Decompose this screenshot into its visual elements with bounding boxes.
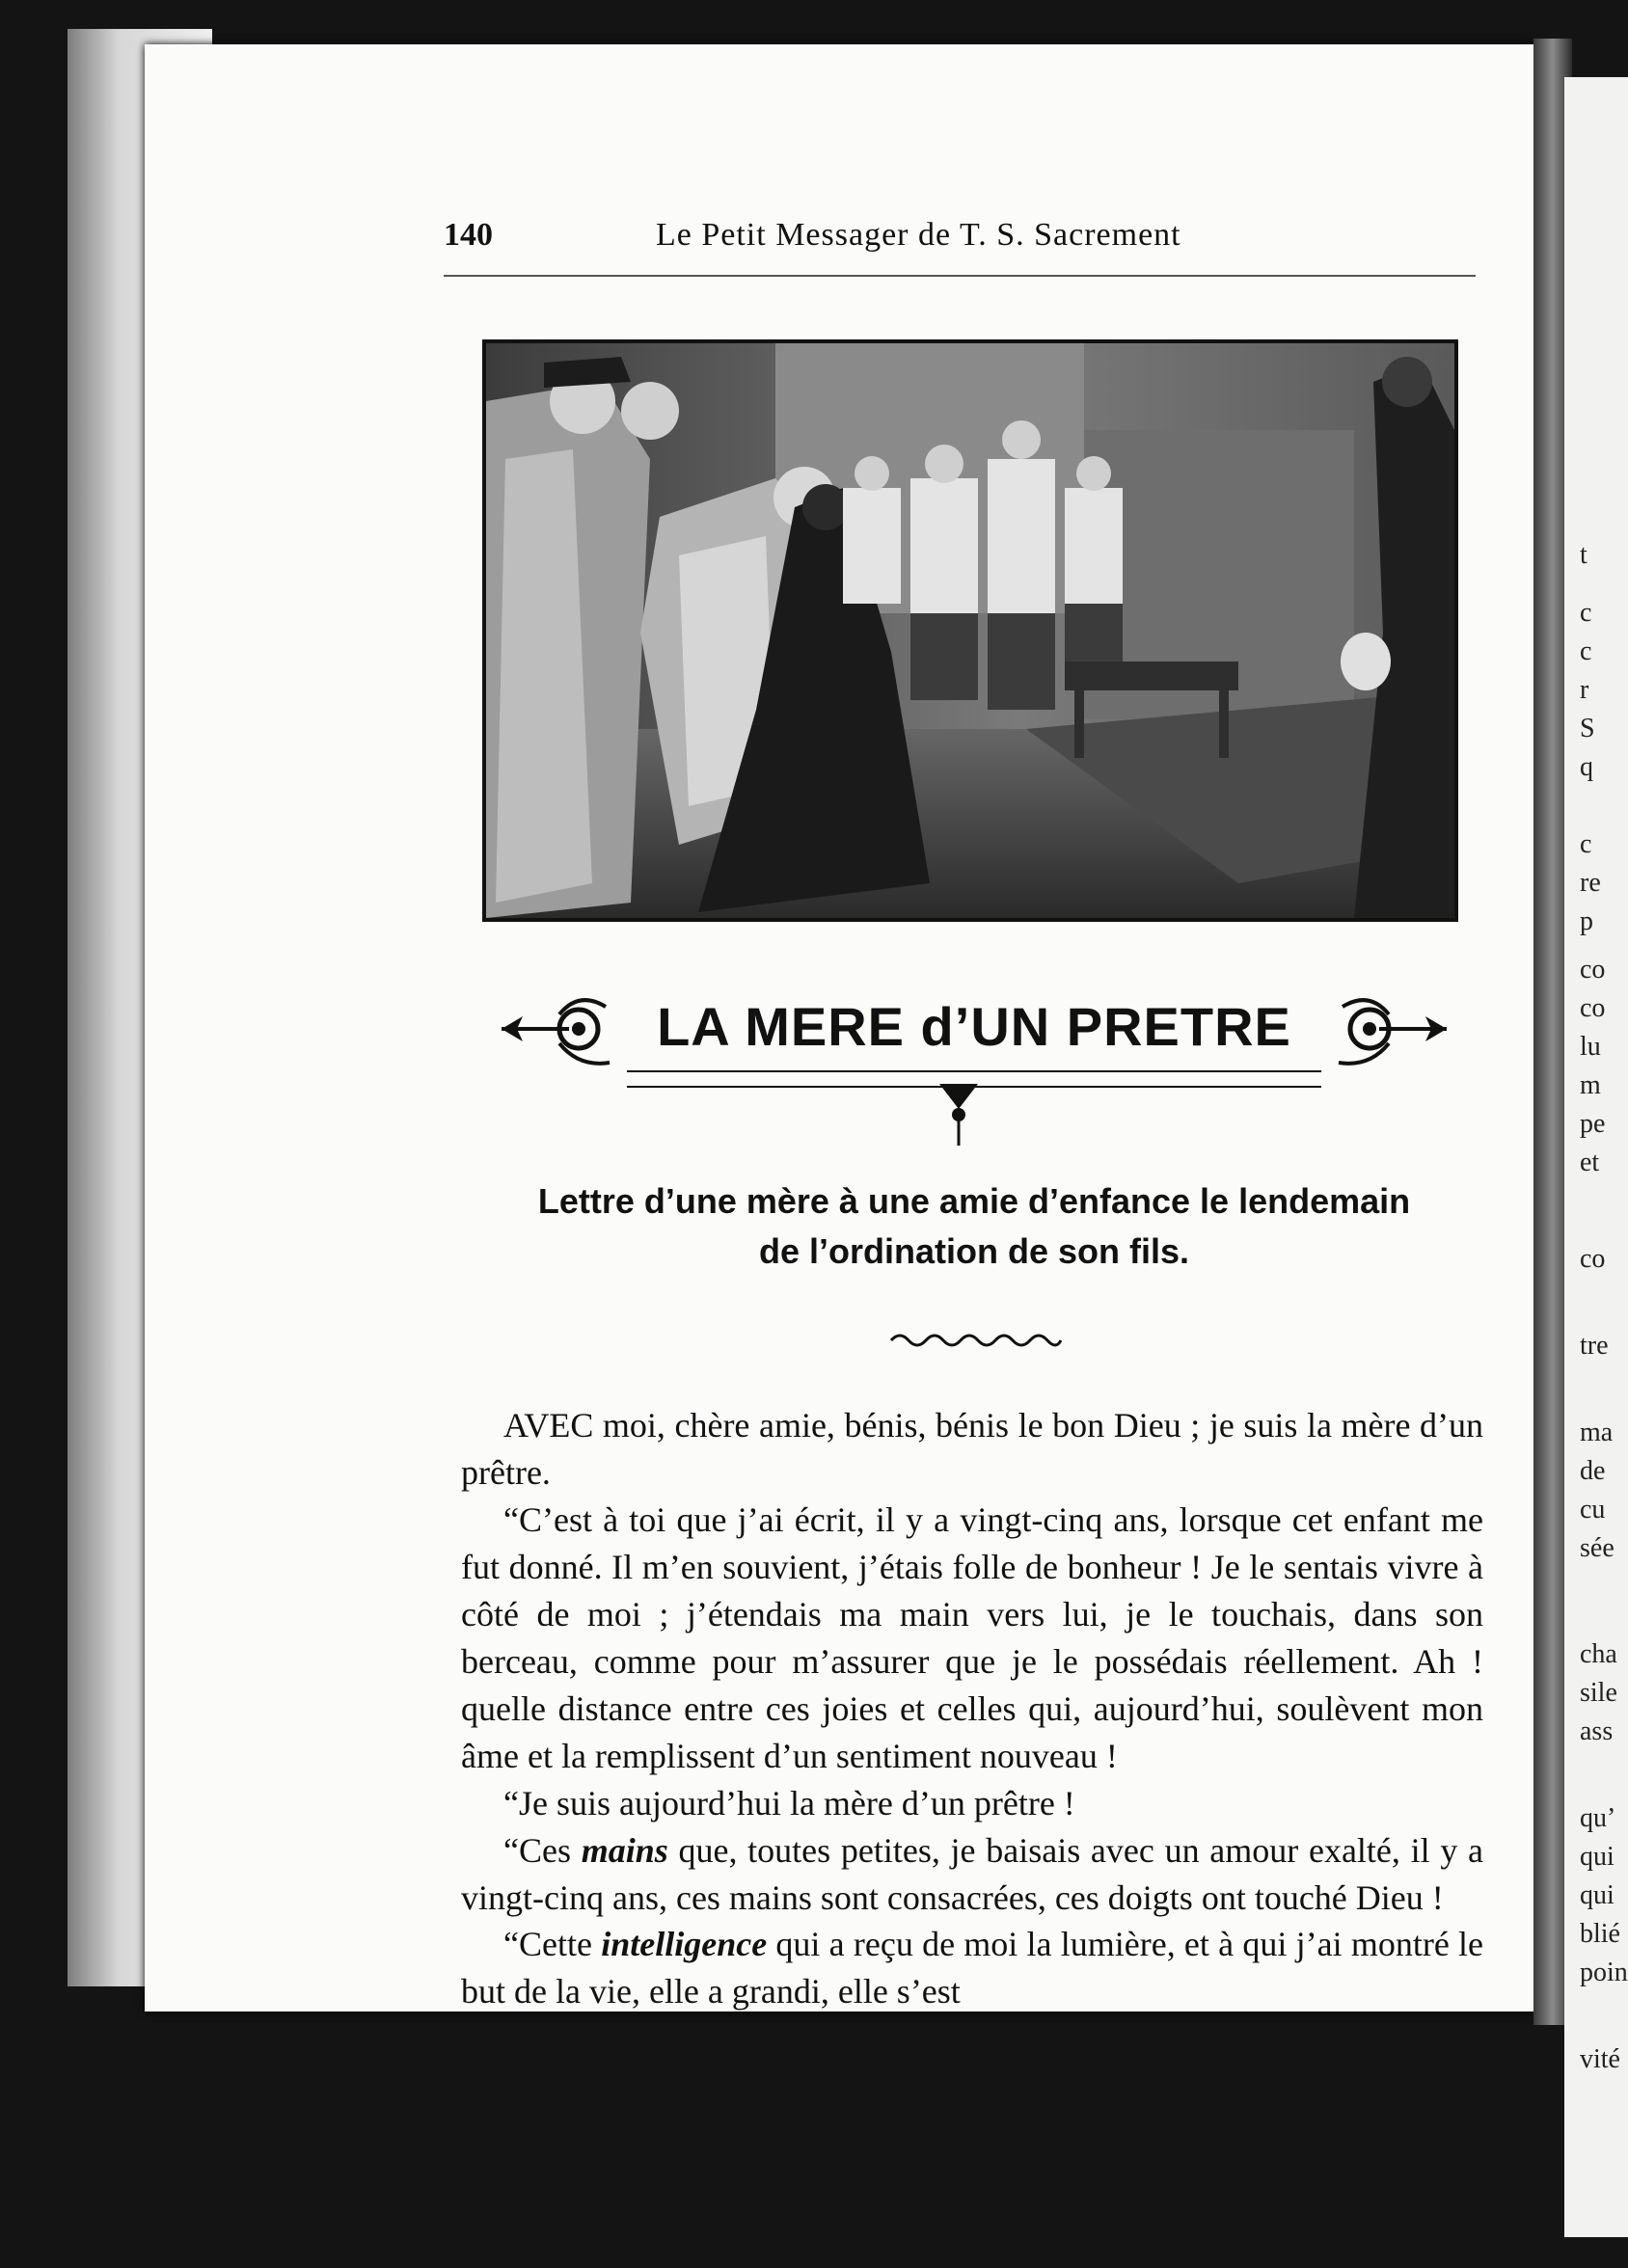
facing-page-fragment: de (1580, 1456, 1606, 1486)
ordination-illustration (482, 339, 1458, 922)
facing-page-fragment: c (1580, 636, 1592, 666)
facing-page-fragment: vité (1580, 2044, 1620, 2074)
emphasis: mains (581, 1830, 668, 1870)
facing-page-fragment: r (1580, 675, 1589, 705)
running-header (444, 217, 1476, 277)
facing-page-fragment: p (1580, 906, 1593, 936)
facing-page-fragment: S (1580, 714, 1595, 743)
facing-page-fragment: c (1580, 598, 1592, 628)
body-paragraph: “Ces mains que, toutes petites, je baisais avec un amour exalté, il y a vingt-cinq ans, ces mains sont consacrées, ces doigts ont touché Dieu ! (461, 1830, 1484, 1917)
subtitle-line-2: de l’ordination de son fils. (758, 1231, 1190, 1272)
facing-page-fragment: tre (1580, 1331, 1609, 1361)
facing-page-fragment: sée (1580, 1533, 1614, 1563)
body-paragraph: AVEC moi, chère amie, bénis, bénis le bon Dieu ; je suis la mère d’un prêtre. (461, 1406, 1483, 1492)
facing-page-fragment: co (1580, 955, 1606, 985)
facing-page-fragment: poin (1580, 1958, 1628, 1987)
facing-page-fragment: ass (1580, 1716, 1614, 1746)
swash-divider-icon (889, 1329, 1063, 1352)
facing-page-fragment: t (1580, 540, 1587, 570)
article-subtitle (463, 1176, 1485, 1277)
emphasis: intelligence (601, 1925, 768, 1964)
facing-page-fragment: cu (1580, 1495, 1606, 1525)
body-paragraph: “Cette intelligence qui a reçu de moi la lumière, et à qui j’ai montré le but de la vie, elle a grandi, elle s’est (461, 1925, 1484, 2012)
facing-page-fragment: qui (1580, 1880, 1614, 1910)
body-paragraph: “Je suis aujourd’hui la mère d’un prêtre ! (503, 1783, 1075, 1822)
facing-page-fragment: qu’ (1580, 1803, 1616, 1833)
article-title: LA MERE d’UN PRETRE (657, 996, 1291, 1057)
facing-page-fragment: et (1580, 1148, 1600, 1177)
facing-page-fragment: q (1580, 752, 1593, 782)
facing-page-fragment: re (1580, 868, 1601, 898)
article-body (461, 1402, 1483, 2015)
pendant-ornament-icon (936, 1080, 982, 1148)
facing-page-fragment: sile (1580, 1678, 1617, 1708)
facing-page-fragment: pe (1580, 1109, 1606, 1139)
body-paragraph: “C’est à toi que j’ai écrit, il y a vingt-cinq ans, lorsque cet enfant me fut donné. Il m’en souvient, j’étais folle de bonheur ! Je le sentais vivre à côté de moi ; j’étendais ma main vers lui, je le touchais, dans son berceau, comme pour m’assurer que je le possédais réellement. Ah ! quelle distance entre ces joies et celles qui, aujourd’hui, soulèvent mon âme et la remplissent d’un sentiment nouveau ! (461, 1499, 1483, 1775)
journal-title: Le Petit Messager de T. S. Sacrement (656, 217, 1181, 253)
facing-page-fragment: qui (1580, 1842, 1614, 1872)
facing-page-fragment: ma (1580, 1418, 1614, 1447)
facing-page-fragment: blié (1580, 1919, 1620, 1949)
subtitle-line-1: Lettre d’une mère à une amie d’enfance le lendemain (537, 1181, 1411, 1221)
facing-page-fragment: co (1580, 1244, 1606, 1274)
facing-page-fragment: lu (1580, 1032, 1601, 1062)
facing-page-fragment: m (1580, 1070, 1601, 1100)
facing-page-fragment: c (1580, 829, 1592, 859)
facing-page-fragment: co (1580, 993, 1606, 1023)
page-number: 140 (444, 217, 493, 253)
facing-page-fragment: cha (1580, 1639, 1617, 1669)
fleuron-right-icon (1331, 986, 1447, 1072)
